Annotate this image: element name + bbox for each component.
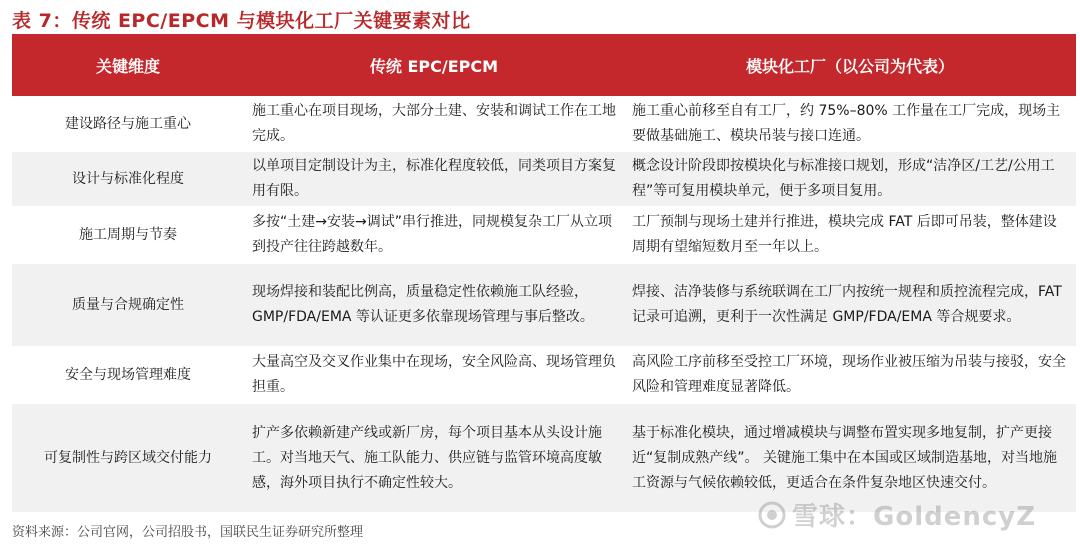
table-row: [12, 347, 1076, 403]
table-row: [12, 207, 1076, 263]
row-dimension: 施工周期与节奏: [12, 207, 244, 263]
watermark-text: 雪球：GoldencyZ: [792, 502, 1037, 532]
row-traditional: 以单项目定制设计为主，标准化程度较低，同类项目方案复用有限。: [244, 151, 624, 207]
table-header-row: [12, 34, 1076, 97]
snowball-logo-icon: [758, 501, 786, 529]
header-dimension: 关键维度: [12, 34, 244, 97]
row-dimension: 可复制性与跨区域交付能力: [12, 403, 244, 513]
row-modular: 概念设计阶段即按模块化与标准接口规划，形成“洁净区/工艺/公用工程”等可复用模块单元，便于多项目复用。: [624, 151, 1076, 207]
row-modular: 工厂预制与现场土建并行推进，模块完成 FAT 后即可吊装，整体建设周期有望缩短数月至一年以上。: [624, 207, 1076, 263]
header-traditional: 传统 EPC/EPCM: [244, 34, 624, 97]
row-traditional: 现场焊接和装配比例高，质量稳定性依赖施工队经验，GMP/FDA/EMA 等认证更多依靠现场管理与事后整改。: [244, 263, 624, 347]
row-dimension: 建设路径与施工重心: [12, 97, 244, 151]
row-modular: 施工重心前移至自有工厂，约 75%–80% 工作量在工厂完成，现场主要做基础施工、模块吊装与接口连通。: [624, 97, 1076, 151]
source-note: 资料来源：公司官网，公司招股书，国联民生证券研究所整理: [12, 525, 364, 540]
row-dimension: 质量与合规确定性: [12, 263, 244, 347]
comparison-table: [12, 34, 1076, 514]
row-modular: 基于标准化模块，通过增减模块与调整布置实现多地复制，扩产更接近“复制成熟产线”。 关键施工集中在本国或区域制造基地，对当地施工资源与气候依赖较低，更适合在条件复杂地区快速交付。: [624, 403, 1076, 513]
row-modular: 高风险工序前移至受控工厂环境，现场作业被压缩为吊装与接驳，安全风险和管理难度显著降低。: [624, 347, 1076, 403]
row-traditional: 大量高空及交叉作业集中在现场，安全风险高、现场管理负担重。: [244, 347, 624, 403]
table-row: [12, 263, 1076, 347]
table-row: [12, 151, 1076, 207]
row-traditional: 多按“土建→安装→调试”串行推进，同规模复杂工厂从立项到投产往往跨越数年。: [244, 207, 624, 263]
row-traditional: 扩产多依赖新建产线或新厂房，每个项目基本从头设计施工。对当地天气、施工队能力、供应链与监管环境高度敏感，海外项目执行不确定性较大。: [244, 403, 624, 513]
table-title: 表 7：传统 EPC/EPCM 与模块化工厂关键要素对比: [12, 10, 471, 32]
header-modular: 模块化工厂（以公司为代表）: [624, 34, 1076, 97]
watermark: [758, 496, 1036, 533]
row-modular: 焊接、洁净装修与系统联调在工厂内按统一规程和质控流程完成，FAT 记录可追溯，更利于一次性满足 GMP/FDA/EMA 等合规要求。: [624, 263, 1076, 347]
row-traditional: 施工重心在项目现场，大部分土建、安装和调试工作在工地完成。: [244, 97, 624, 151]
table-row: [12, 97, 1076, 151]
row-dimension: 安全与现场管理难度: [12, 347, 244, 403]
row-dimension: 设计与标准化程度: [12, 151, 244, 207]
